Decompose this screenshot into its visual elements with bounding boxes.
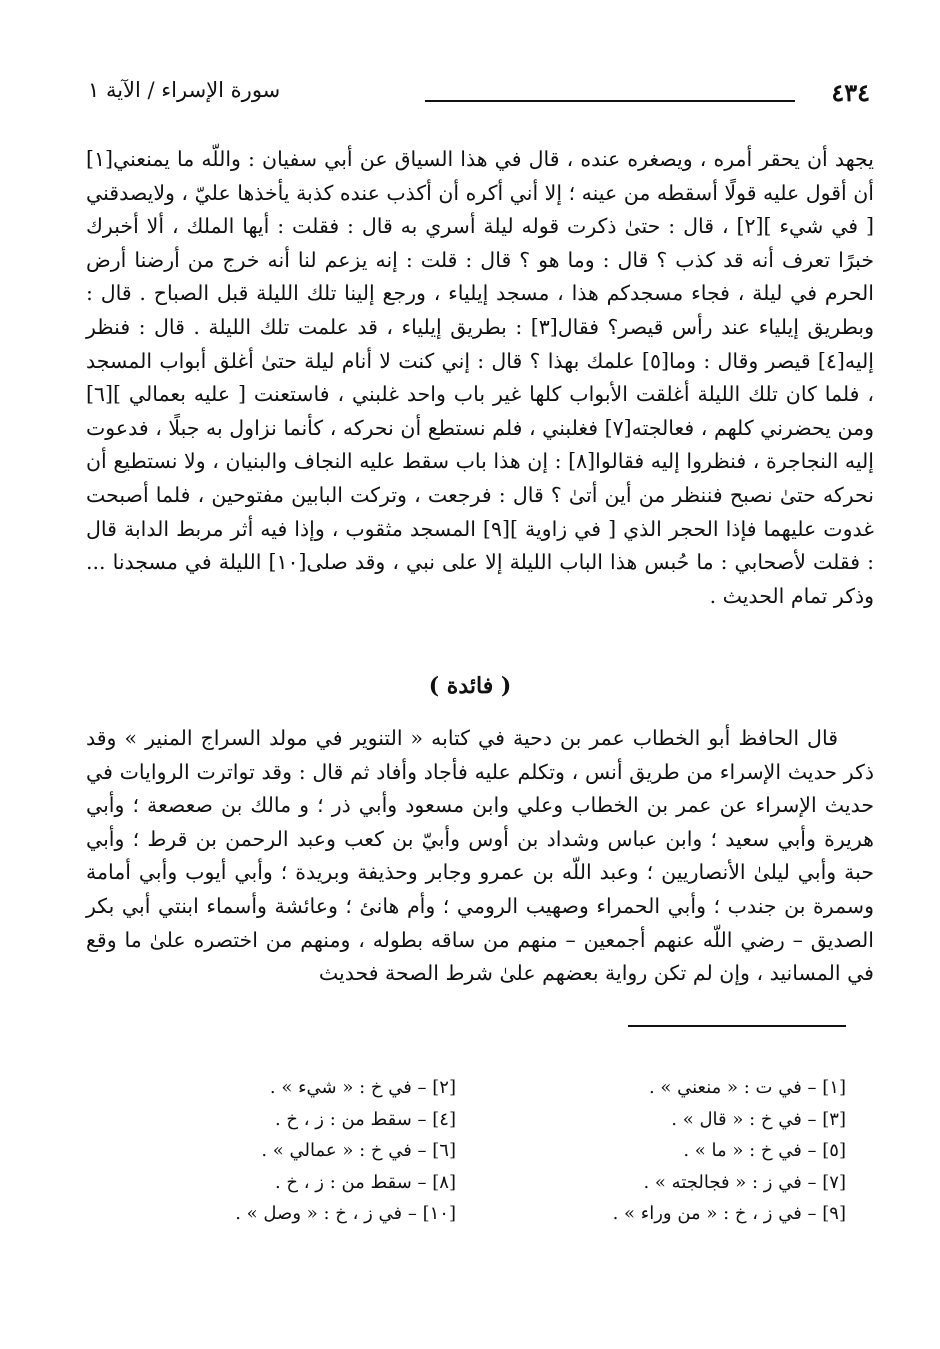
footnote-row [200,1198,846,1230]
footnote-row [200,1135,846,1167]
header-rule [425,100,795,102]
footnote: [٢] – في خ : « شيء » . [269,1077,456,1099]
passage-paragraph: يجهد أن يحقر أمره ، ويصغره عنده ، قال في هذا السياق عن أبي سفيان : واللّه ما يمنعني[١] أن أقول عليه قولًا أسقطه من عينه ؛ إلا أني أكره أن أكذب عنده كذبة يأخذها عليّ ، ولايصدقني [ في شيء ][٢] ، قال : حتىٰ ذكرت قوله ليلة أسري به قال : فقلت : أيها الملك ، ألا أخبرك خبرًا تعرف أنه قد كذب ؟ قال : وما هو ؟ قال : قلت : إنه يزعم لنا أنه خرج من أرضنا أرض الحرم في ليلة ، فجاء مسجدكم هذا ، مسجد إيلياء ، ورجع إلينا تلك الليلة قبل الصباح . قال : وبطريق إيلياء عند رأس قيصر؟ فقال[٣] : بطريق إيلياء ، قد علمت تلك الليلة . قال : فنظر إليه[٤] قيصر وقال : وما[٥] علمك بهذا ؟ قال : إني كنت لا أنام ليلة حتىٰ أغلق أبواب المسجد ، فلما كان تلك الليلة أغلقت الأبواب كلها غير باب واحد غلبني ، فاستعنت [ عليه بعمالي ][٦] ومن يحضرني كلهم ، فعالجته[٧] فغلبني ، فلم نستطع أن نحركه ، كأنما نزاول به جبلًا ، فدعوت إليه النجاجرة ، فنظروا إليه فقالوا[٨] : إن هذا باب سقط عليه النجاف والبنيان ، ولا نستطيع أن نحركه حتىٰ نصبح فننظر من أين أتىٰ ؟ قال : فرجعت ، وتركت البابين مفتوحين ، فلما أصبحت غدوت عليهما فإذا الحجر الذي [ في زاوية ][٩] المسجد مثقوب ، وإذا فيه أثر مربط الدابة قال : فقلت لأصحابي : ما حُبس هذا الباب الليلة إلا على نبي ، وقد صلى[١٠] الليلة في مسجدنا ... وذكر تمام الحديث . [86,147,875,608]
footnote: [٦] – في خ : « عمالي » . [261,1140,456,1162]
footnote-row [200,1072,846,1104]
running-title: سورة الإسراء / الآية ١ [88,78,281,102]
footnote: [٩] – في ز ، خ : « من وراء » . [612,1203,846,1225]
footnote-rule [628,1025,846,1027]
footnotes [200,1072,846,1230]
footnote: [١] – في ت : « منعني » . [648,1077,846,1099]
footnote-row [200,1167,846,1199]
footnote: [١٠] – في ز ، خ : « وصل » . [235,1203,456,1225]
page-number: ٤٣٤ [831,78,870,107]
section-heading: ( فائدة ) [428,673,512,699]
footnote: [٧] – في ز : « فجالجته » . [643,1171,846,1193]
footnote: [٨] – سقط من : ز ، خ . [274,1171,456,1193]
passage-paragraph-2: قال الحافظ أبو الخطاب عمر بن دحية في كتابه « التنوير في مولد السراج المنير » وقد ذكر حديث الإسراء من طريق أنس ، وتكلم عليه فأجاد وأفاد ثم قال : وقد تواترت الروايات في حديث الإسراء عن عمر بن الخطاب وعلي وابن مسعود وأبي ذر ؛ و مالك بن صعصعة ؛ وأبي هريرة وأبي سعيد ؛ وابن عباس وشداد بن أوس وأبيّ بن كعب وعبد الرحمن بن قرط ؛ وأبي حبة وأبي ليلىٰ الأنصاريين ؛ وعبد اللّه بن عمرو وجابر وحذيفة وبريدة ؛ وأبي أيوب وأبي أمامة وسمرة بن جندب ؛ وأبي الحمراء وصهيب الرومي ؛ وأم هانئ ؛ وعائشة وأسماء ابنتي أبي بكر الصديق – رضي اللّه عنهم أجمعين – منهم من ساقه بطوله ، ومنهم من اختصره علىٰ ما وقع في المسانيد ، وإن لم تكن رواية بعضهم علىٰ شرط الصحة فحديث [86,726,874,986]
footnote-row [200,1104,846,1136]
footnote: [٤] – سقط من : ز ، خ . [274,1108,456,1130]
footnote: [٥] – في خ : « ما » . [683,1140,846,1162]
main-text-block [86,143,874,613]
footnote: [٣] – في خ : « قال » . [671,1108,846,1130]
second-text-block [86,722,874,991]
page-header [88,78,870,108]
